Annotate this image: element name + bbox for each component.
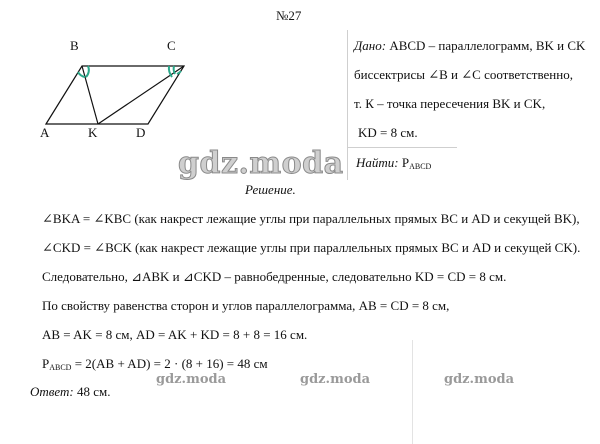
- watermark-small-2: gdz.moda: [300, 372, 371, 387]
- given-divider-horizontal: [347, 147, 457, 148]
- given-line-4: KD = 8 см.: [358, 125, 418, 140]
- watermark-main: gdz.moda: [178, 146, 344, 181]
- vertex-label-c: C: [167, 38, 176, 53]
- solution-line-5: AB = AK = 8 см, AD = AK + KD = 8 + 8 = 16 см.: [42, 327, 308, 342]
- vertex-label-b: B: [70, 38, 79, 53]
- given-line-1: Дано: ABCD – параллелограмм, BK и CK: [354, 38, 586, 53]
- given-divider-vertical: [347, 30, 348, 180]
- watermark-small-1: gdz.moda: [156, 372, 227, 387]
- answer-line: Ответ: 48 см.: [30, 384, 111, 399]
- watermark-small-3: gdz.moda: [444, 372, 515, 387]
- solution-heading: Решение.: [245, 182, 296, 197]
- problem-number: №27: [276, 8, 302, 23]
- perimeter-line: $P_{ABCD} = 2(AB + AD) = 2 \cdot (8 + 16) = 48$ см: [42, 356, 268, 372]
- bisector-bk: [82, 66, 98, 124]
- solution-line-4: По свойству равенства сторон и углов параллелограмма, AB = CD = 8 см,: [42, 298, 450, 313]
- parallelogram-figure: [36, 36, 186, 146]
- find-line: Найти: $P_{ABCD}$: [356, 155, 432, 171]
- vertex-label-d: D: [136, 125, 146, 140]
- vertex-label-a: A: [40, 125, 50, 140]
- given-line-3: т. К – точка пересечения BK и CK,: [354, 96, 546, 111]
- solution-line-1: ∠BKA = ∠KBC (как накрест лежащие углы при параллельных прямых BC и AD и секущей BK),: [42, 211, 580, 226]
- solution-line-3: Следовательно, ⊿ABK и ⊿CKD – равнобедренные, следовательно KD = CD = 8 см.: [42, 269, 507, 284]
- point-label-k: K: [88, 125, 98, 140]
- angle-mark-c3: [177, 71, 181, 74]
- parallelogram-outline: [46, 66, 184, 124]
- solution-line-2: ∠CKD = ∠BCK (как накрест лежащие углы при параллельных прямых BC и AD и секущей CK).: [42, 240, 581, 255]
- angle-mark-c1: [174, 66, 175, 74]
- bottom-divider: [412, 340, 413, 444]
- given-line-2: биссектрисы ∠B и ∠C соответственно,: [354, 67, 573, 82]
- angle-mark-b1: [86, 66, 89, 77]
